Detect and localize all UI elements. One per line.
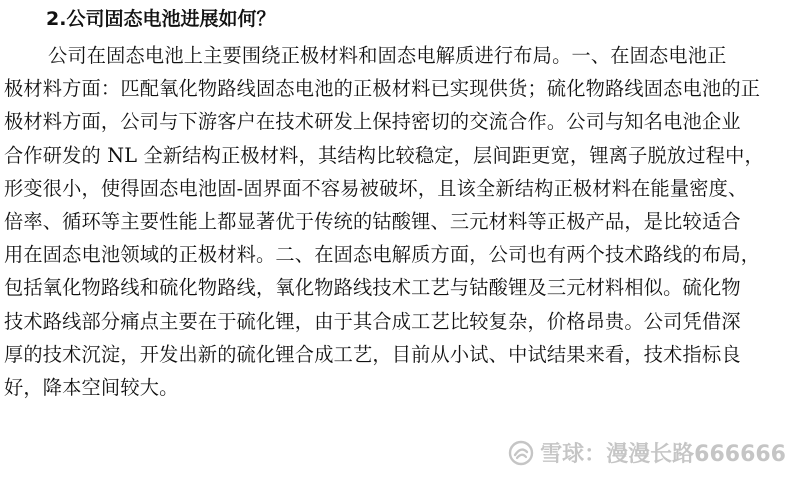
paragraph-line: 好，降本空间较大。 (4, 375, 179, 399)
body-paragraph (4, 39, 800, 404)
paragraph-line: 合作研发的 NL 全新结构正极材料，其结构比较稳定，层间距更宽，锂离子脱放过程中， (4, 143, 764, 167)
paragraph-line: 极材料方面，公司与下游客户在技术研发上保持密切的交流合作。公司与知名电池企业 (4, 110, 741, 134)
section-heading: 2.公司固态电池进展如何？ (46, 8, 276, 30)
paragraph-line: 包括氧化物路线和硫化物路线，氧化物路线技术工艺与钴酸锂及三元材料相似。硫化物 (4, 276, 741, 300)
paragraph-line: 技术路线部分痛点主要在于硫化锂，由于其合成工艺比较复杂，价格昂贵。公司凭借深 (4, 309, 741, 333)
paragraph-line: 倍率、循环等主要性能上都显著优于传统的钴酸锂、三元材料等正极产品，是比较适合 (4, 209, 741, 233)
paragraph-line: 厚的技术沉淀，开发出新的硫化锂合成工艺，目前从小试、中试结果来看，技术指标良 (4, 342, 741, 366)
paragraph-line: 公司在固态电池上主要围绕正极材料和固态电解质进行布局。一、在固态电池正 (48, 44, 727, 67)
watermark-text: 雪球：漫漫长路666666 (540, 442, 786, 467)
paragraph-line: 用在固态电池领域的正极材料。二、在固态电解质方面，公司也有两个技术路线的布局， (4, 243, 761, 267)
watermark (508, 437, 786, 468)
paragraph-line: 极材料方面：匹配氧化物路线固态电池的正极材料已实现供货；硫化物路线固态电池的正 (4, 77, 761, 101)
snowball-logo-icon (508, 440, 534, 466)
paragraph-line: 形变很小，使得固态电池固-固界面不容易被破坏，且该全新结构正极材料在能量密度、 (4, 176, 748, 200)
